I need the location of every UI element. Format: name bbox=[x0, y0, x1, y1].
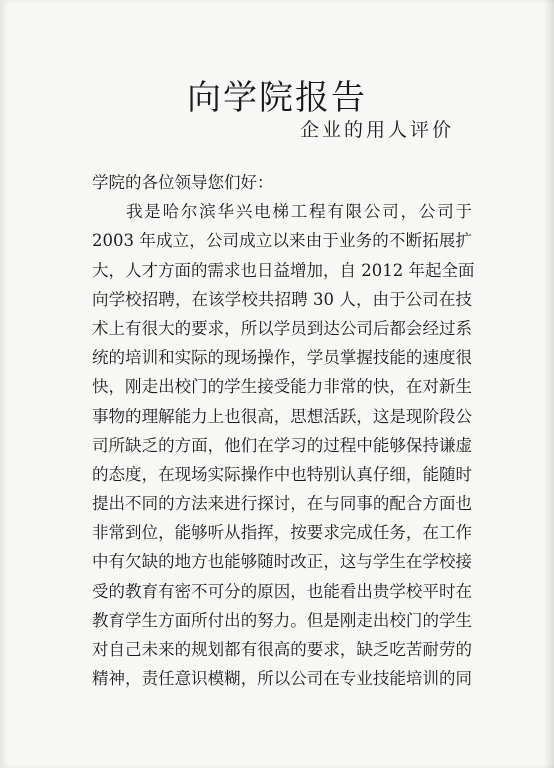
document-subtitle: 企业的用人评价 bbox=[300, 119, 455, 141]
body-line: 术上有很大的要求，所以学员到达公司后都会经过系 bbox=[92, 318, 472, 338]
body-line: 提出不同的方法来进行探讨，在与同事的配合方面也 bbox=[92, 494, 472, 514]
body-line: 受的教育有密不可分的原因，也能看出贵学校平时在 bbox=[92, 581, 472, 601]
body-line: 非常到位，能够听从指挥，按要求完成任务，在工作 bbox=[92, 523, 472, 543]
document-title: 向学院报告 bbox=[187, 78, 367, 118]
body-line: 的态度，在现场实际操作中也特别认真仔细，能随时 bbox=[92, 464, 472, 484]
body-line: 快，刚走出校门的学生接受能力非常的快，在对新生 bbox=[92, 377, 472, 397]
letter-body bbox=[92, 168, 475, 693]
body-line: 中有欠缺的地方也能够随时改正，这与学生在学校接 bbox=[92, 552, 472, 572]
body-line: 统的培训和实际的现场操作，学员掌握技能的速度很 bbox=[92, 348, 472, 368]
body-line: 向学校招聘，在该学校共招聘 30 人，由于公司在技 bbox=[92, 289, 472, 309]
body-line: 教育学生方面所付出的努力。但是刚走出校门的学生 bbox=[92, 610, 472, 630]
body-line: 对自己未来的规划都有很高的要求，缺乏吃苦耐劳的 bbox=[92, 640, 472, 659]
body-line: 精神，责任意识模糊，所以公司在专业技能培训的同 bbox=[92, 669, 472, 689]
body-line: 司所缺乏的方面，他们在学习的过程中能够保持谦虚 bbox=[92, 435, 472, 455]
greeting-line: 学院的各位领导您们好： bbox=[92, 173, 274, 192]
body-line: 2003 年成立，公司成立以来由于业务的不断拓展扩 bbox=[92, 231, 472, 251]
body-line: 事物的理解能力上也很高，思想活跃，这是现阶段公 bbox=[92, 406, 472, 426]
body-line: 大，人才方面的需求也日益增加，自 2012 年起全面 bbox=[92, 260, 475, 280]
body-line: 我是哈尔滨华兴电梯工程有限公司，公司于 bbox=[126, 202, 472, 222]
